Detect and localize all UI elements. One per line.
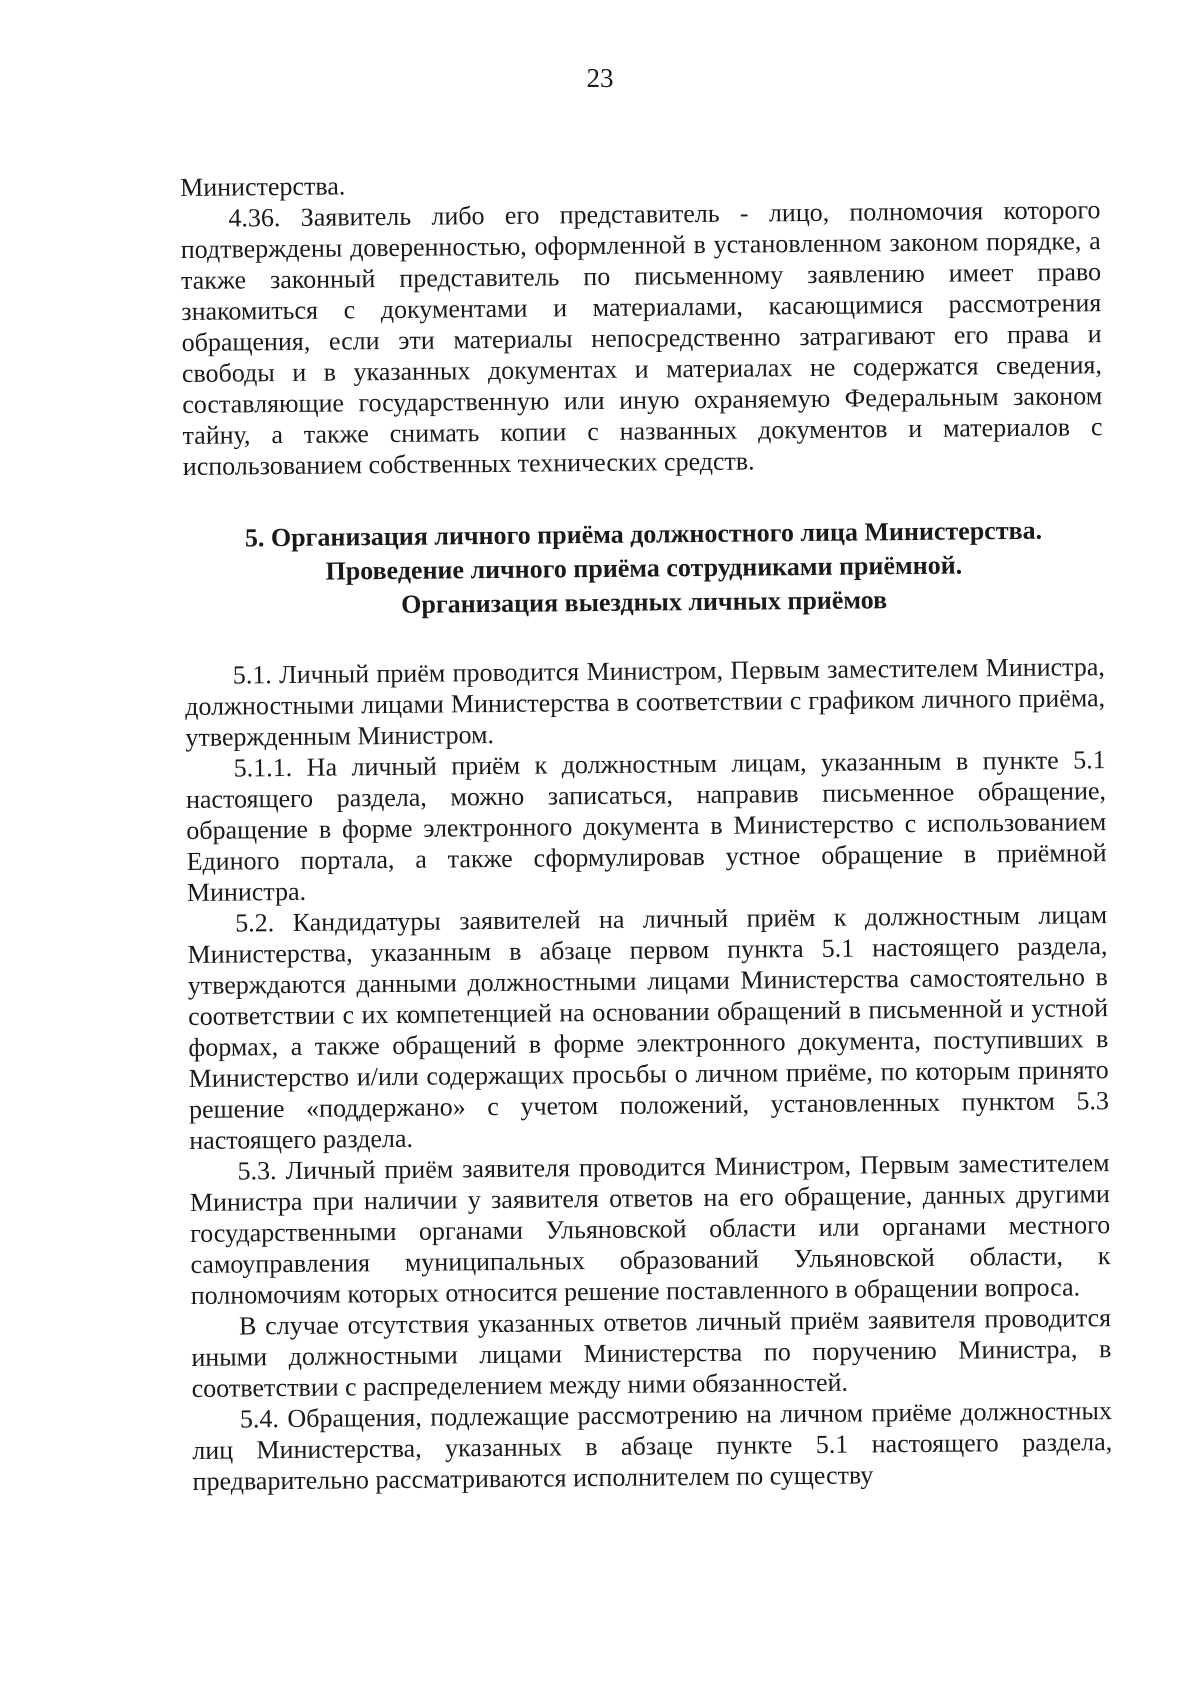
paragraph-5-2: 5.2. Кандидатуры заявителей на личный приём к должностным лицам Министерства, указанным в абзаце первом пункта 5.1 настоящего раздела, утверждаются данными должностными лицами Министерства самостоятельно в соответствии с их компетенцией на основании обращений в письменной и устной формах, а также обращений в форме электронного документа, поступивших в Министерство и/или содержащих просьбы о личном приёме, по которым принято решение «поддержано» с учетом положений, установленных пунктом 5.3 настоящего раздела. [187, 900, 1110, 1155]
section-heading-line-3: Организация выездных личных приёмов [401, 585, 888, 619]
paragraph-5-3: 5.3. Личный приём заявителя проводится Министром, Первым заместителем Министра при наличии у заявителя ответов на его обращение, данных другими государственными органами Ульяновской области или органами местного самоуправления муниципальных образований Ульяновской области, к полномочиям которых относится решение поставленного в обращении вопроса. [189, 1148, 1111, 1310]
paragraph-continuation: Министерства. [180, 171, 346, 202]
paragraph-4-36: 4.36. Заявитель либо его представитель - лицо, полномочия которого подтверждены доверенностью, оформленной в установленном законом порядке, а также законный представитель по письменному заявлению имеет право знакомиться с документами и материалами, касающимися рассмотрения обращения, если эти материалы непосредственно затрагивают его права и свободы и в указанных документах и материалах не содержатся сведения, составляющие государственную или иную охраняемую Федеральным законом тайну, а также снимать копии с названных документов и материалов с использованием собственных технических средств. [180, 195, 1103, 481]
section-heading-line-1: 5. Организация личного приёма должностного лица Министерства. [244, 515, 1043, 553]
document-body [180, 163, 1113, 1497]
paragraph-5-3-continued: В случае отсутствия указанных ответов личный приём заявителя проводится иными должностными лицами Министерства по поручению Министра, в соответствии с распределением между ними обязанностей. [191, 1303, 1112, 1403]
paragraph-5-4: 5.4. Обращения, подлежащие рассмотрению на личном приёме должностных лиц Министерства, указанных в абзаце пункте 5.1 настоящего раздела, предварительно рассматриваются исполнителем по существу [192, 1396, 1113, 1496]
section-heading [183, 513, 1104, 624]
paragraph-5-1: 5.1. Личный приём проводится Министром, Первым заместителем Министра, должностными лицами Министерства в соответствии с графиком личного приёма, утвержденным Министром. [184, 652, 1106, 752]
page-number: 23 [586, 63, 614, 93]
section-heading-line-2: Проведение личного приёма сотрудниками приёмной. [325, 550, 963, 586]
paragraph-5-1-1: 5.1.1. На личный приём к должностным лицам, указанным в пункте 5.1 настоящего раздела, можно записаться, направив письменное обращение, обращение в форме электронного документа в Министерство с использованием Единого портала, а также сформулировав устное обращение в приёмной Министра. [185, 745, 1107, 907]
